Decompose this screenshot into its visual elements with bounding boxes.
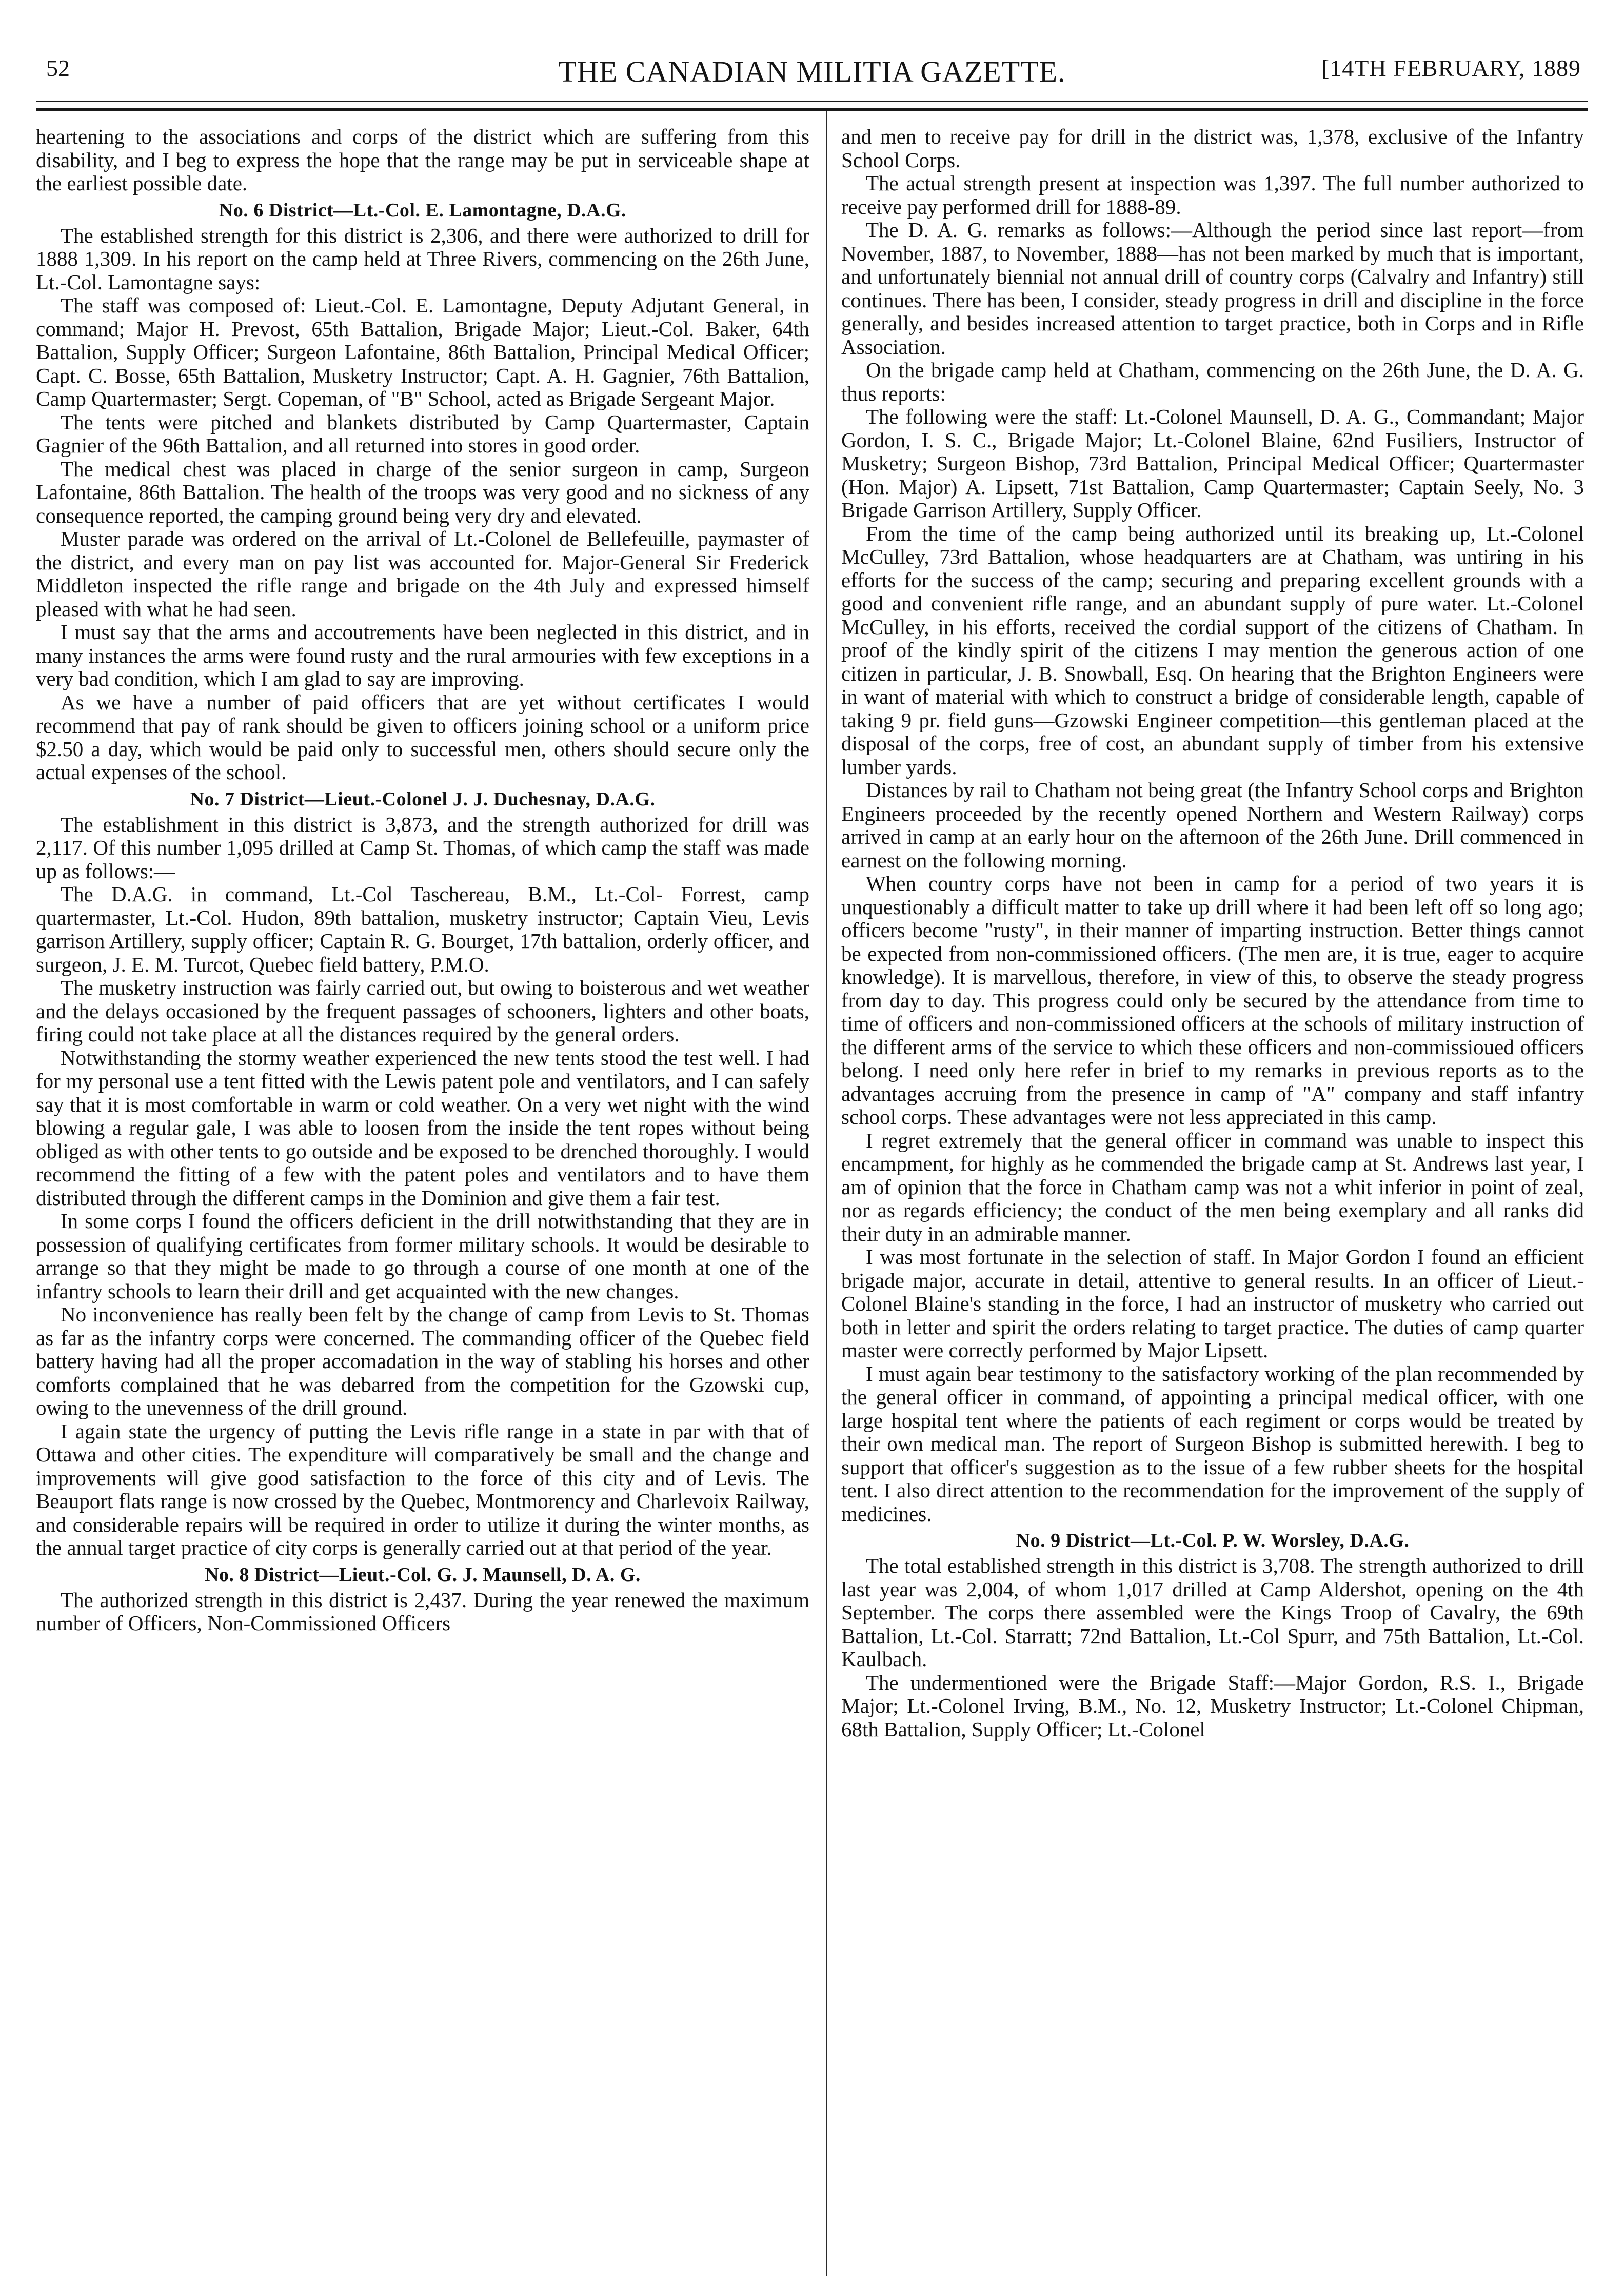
paragraph: In some corps I found the officers deficient in the drill notwithstanding that they are in possession of qualifying certificates from former military schools. It would be desirable to arrange so that they might be made to go through a course of one month at one of the infantry schools to learn their drill and get acquainted with the new changes.: [36, 1209, 809, 1303]
issue-date: [14TH FEBRUARY, 1889: [1321, 55, 1581, 81]
paragraph: The undermentioned were the Brigade Staff:—Major Gordon, R.S. I., Brigade Major; Lt.-Colonel Irving, B.M., No. 12, Musketry Instructor; Lt.-Colonel Chipman, 68th Battalion, Supply Officer; Lt.-Colonel: [841, 1670, 1584, 1741]
paragraph: and men to receive pay for drill in the district was, 1,378, exclusive of the Infantry School Corps.: [841, 125, 1584, 172]
paragraph: The authorized strength in this district is 2,437. During the year renewed the maximum number of Officers, Non-Commissioned Officers: [36, 1588, 809, 1635]
paragraph: The D.A.G. in command, Lt.-Col Taschereau, B.M., Lt.-Col- Forrest, camp quartermaster, Lt.-Col. Hudon, 89th battalion, musketry instructor; Captain Vieu, Levis garrison Artillery, supply officer; Captain R. G. Bourget, 17th battalion, orderly officer, and surgeon, J. E. M. Turcot, Quebec field battery, P.M.O.: [36, 882, 809, 976]
paper-title: THE CANADIAN MILITIA GAZETTE.: [558, 55, 1066, 88]
paragraph: As we have a number of paid officers that are yet without certificates I would recommend that pay of rank should be given to officers joining school or a uniform price $2.50 a day, which would be paid only to successful men, others should secure only the actual expenses of the school.: [36, 690, 809, 784]
masthead-rule-thin: [36, 101, 1588, 102]
paragraph: The established strength for this district is 2,306, and there were authorized to drill for 1888 1,309. In his report on the camp held at Three Rivers, commencing on the 26th June, Lt.-Col. Lamontagne says:: [36, 223, 809, 294]
paragraph: The establishment in this district is 3,873, and the strength authorized for drill was 2,117. Of this number 1,095 drilled at Camp St. Thomas, of which camp the staff was made up as follows:—: [36, 812, 809, 883]
paragraph: Muster parade was ordered on the arrival of Lt.-Colonel de Bellefeuille, paymaster of the district, and every man on pay list was accounted for. Major-General Sir Frederick Middleton inspected the rifle range and brigade on the 4th July and expressed himself pleased with what he had seen.: [36, 527, 809, 621]
paragraph: The total established strength in this district is 3,708. The strength authorized to drill last year was 2,004, of whom 1,017 drilled at Camp Aldershot, opening on the 4th September. The corps there assembled were the Kings Troop of Cavalry, the 69th Battalion, Lt.-Col. Starratt; 72nd Battalion, Lt.-Col Spurr, and 75th Battalion, Lt.-Col. Kaulbach.: [841, 1554, 1584, 1671]
paragraph: From the time of the camp being authorized until its breaking up, Lt.-Colonel McCulley, 73rd Battalion, whose headquarters are at Chatham, was untiring in his efforts for the success of the camp; securing and preparing excellent grounds with a good and convenient rifle range, and an abundant supply of pure water. Lt.-Colonel McCulley, in his efforts, received the cordial support of the citizens of Chatham. In proof of the kindly spirit of the citizens I may mention the generous action of one citizen in particular, J. B. Snowball, Esq. On hearing that the Brighton Engineers were in want of material with which to construct a bridge of considerable length, capable of taking 9 pr. field guns—Gzowski Engineer competition—this gentleman placed at the disposal of the corps, free of cost, an abundant supply of timber from his extensive lumber yards.: [841, 521, 1584, 779]
masthead-rule-thick: [36, 108, 1588, 111]
paragraph: I regret extremely that the general officer in command was unable to inspect this encampment, for highly as he commended the brigade camp at St. Andrews last year, I am of opinion that the force in Chatham camp was not a whit inferior in point of zeal, nor as regards efficiency; the conduct of the men being exemplary and all ranks did their duty in an admirable manner.: [841, 1128, 1584, 1246]
right-column: [841, 125, 1584, 1741]
page-number: 52: [46, 55, 70, 81]
paragraph: When country corps have not been in camp for a period of two years it is unquestionably a difficult matter to take up drill where it had been left off so long ago; officers become "rusty", in their manner of imparting instruction. Better things cannot be expected from non-commissioned officers. (The men are, it is true, eager to acquire knowledge). It is marvellous, therefore, in view of this, to observe the steady progress from day to day. This progress could only be secured by the attendance from time to time of officers and non-commissioned officers at the schools of military instruction of the different arms of the service to which these officers and non-commissioued officers belong. I need only here refer in brief to my remarks in previous reports as to the advantages accruing from the presence in camp of "A" company and staff infantry school corps. These advantages were not less appreciated in this camp.: [841, 872, 1584, 1129]
left-column: [36, 125, 809, 1635]
masthead: [36, 54, 1588, 95]
paragraph: The tents were pitched and blankets distributed by Camp Quartermaster, Captain Gagnier of the 96th Battalion, and all returned into stores in good order.: [36, 410, 809, 457]
paragraph: Distances by rail to Chatham not being great (the Infantry School corps and Brighton Engineers proceeded by the recently opened Northern and Western Railway) corps arrived in camp at an early hour on the afternoon of the 26th June. Drill commenced in earnest on the following morning.: [841, 778, 1584, 872]
paragraph: No inconvenience has really been felt by the change of camp from Levis to St. Thomas as far as the infantry corps were concerned. The commanding officer of the Quebec field battery having had all the proper accomadation in the way of stabling his horses and other comforts complained that he was debarred from the competition for the Gzowski cup, owing to the unevenness of the drill ground.: [36, 1302, 809, 1419]
paragraph: The actual strength present at inspection was 1,397. The full number authorized to receive pay performed drill for 1888-89.: [841, 171, 1584, 219]
paragraph: Notwithstanding the stormy weather experienced the new tents stood the test well. I had for my personal use a tent fitted with the Lewis patent pole and ventilators, and I can safely say that it is most comfortable in warm or cold weather. On a very wet night with the wind blowing a regular gale, I was able to loosen from the inside the tent ropes without being obliged as with other tents to go outside and be exposed to be drenched thoroughly. I would recommend the fitting of a few with the patent poles and ventilators and to have them distributed through the different camps in the Dominion and give them a fair test.: [36, 1045, 809, 1210]
paragraph: heartening to the associations and corps of the district which are suffering from this disability, and I beg to express the hope that the range may be put in serviceable shape at the earliest possible date.: [36, 125, 809, 195]
district-heading: No. 7 District—Lieut.-Colonel J. J. Duchesnay, D.A.G.: [190, 788, 656, 810]
paragraph: I again state the urgency of putting the Levis rifle range in a state in par with that of Ottawa and other cities. The expenditure will comparatively be small and the change and improvements will give good satisfaction to the force of this city and of Levis. The Beauport flats range is now crossed by the Quebec, Montmorency and Charlevoix Railway, and considerable repairs will be required in order to utilize it during the winter months, as the annual target practice of city corps is generally carried out at that period of the year.: [36, 1419, 809, 1559]
paragraph: The staff was composed of: Lieut.-Col. E. Lamontagne, Deputy Adjutant General, in command; Major H. Prevost, 65th Battalion, Brigade Major; Lieut.-Col. Baker, 64th Battalion, Supply Officer; Surgeon Lafontaine, 86th Battalion, Principal Medical Officer; Capt. C. Bosse, 65th Battalion, Musketry Instructor; Capt. A. H. Gagnier, 76th Battalion, Camp Quartermaster; Sergt. Copeman, of "B" School, acted as Brigade Sergeant Major.: [36, 293, 809, 410]
paragraph: The D. A. G. remarks as follows:—Although the period since last report—from November, 1887, to November, 1888—has not been marked by much that is important, and unfortunately biennial not annual drill of country corps (Calvalry and Infantry) still continues. There has been, I consider, steady progress in drill and discipline in the force generally, and besides increased attention to target practice, both in Corps and in Rifle Association.: [841, 218, 1584, 359]
paragraph: On the brigade camp held at Chatham, commencing on the 26th June, the D. A. G. thus reports:: [841, 358, 1584, 405]
paragraph: The following were the staff: Lt.-Colonel Maunsell, D. A. G., Commandant; Major Gordon, I. S. C., Brigade Major; Lt.-Colonel Blaine, 62nd Fusiliers, Instructor of Musketry; Surgeon Bishop, 73rd Battalion, Principal Medical Officer; Quartermaster (Hon. Major) A. Lipsett, 71st Battalion, Camp Quartermaster; Captain Seely, No. 3 Brigade Garrison Artillery, Supply Officer.: [841, 405, 1584, 522]
paragraph: The musketry instruction was fairly carried out, but owing to boisterous and wet weather and the delays occasioned by the frequent passages of schooners, lighters and other boats, firing could not take place at all the distances required by the general orders.: [36, 976, 809, 1046]
paragraph: I must again bear testimony to the satisfactory working of the plan recommended by the general officer in command, of appointing a principal medical officer, with one large hospital tent where the patients of each regiment or corps would be treated by their own medical man. The report of Surgeon Bishop is submitted herewith. I beg to support that officer's suggestion as to the issue of a few rubber sheets for the hospital tent. I also direct attention to the recommendation for the improvement of the supply of medicines.: [841, 1361, 1584, 1526]
column-divider: [826, 111, 827, 2276]
district-heading: No. 6 District—Lt.-Col. E. Lamontagne, D.A.G.: [219, 199, 627, 221]
paragraph: I was most fortunate in the selection of staff. In Major Gordon I found an efficient brigade major, accurate in detail, attentive to general results. In an officer of Lieut.-Colonel Blaine's standing in the force, I had an instructor of musketry who carried out both in letter and spirit the orders relating to target practice. The duties of camp quarter master were correctly performed by Major Lipsett.: [841, 1245, 1584, 1362]
paragraph: I must say that the arms and accoutrements have been neglected in this district, and in many instances the arms were found rusty and the rural armouries with few exceptions in a very bad condition, which I am glad to say are improving.: [36, 620, 809, 690]
paragraph: The medical chest was placed in charge of the senior surgeon in camp, Surgeon Lafontaine, 86th Battalion. The health of the troops was very good and no sickness of any consequence reported, the camping ground being very dry and elevated.: [36, 457, 809, 527]
district-heading: No. 9 District—Lt.-Col. P. W. Worsley, D.A.G.: [1016, 1530, 1410, 1551]
district-heading: No. 8 District—Lieut.-Col. G. J. Maunsell, D. A. G.: [205, 1564, 641, 1586]
